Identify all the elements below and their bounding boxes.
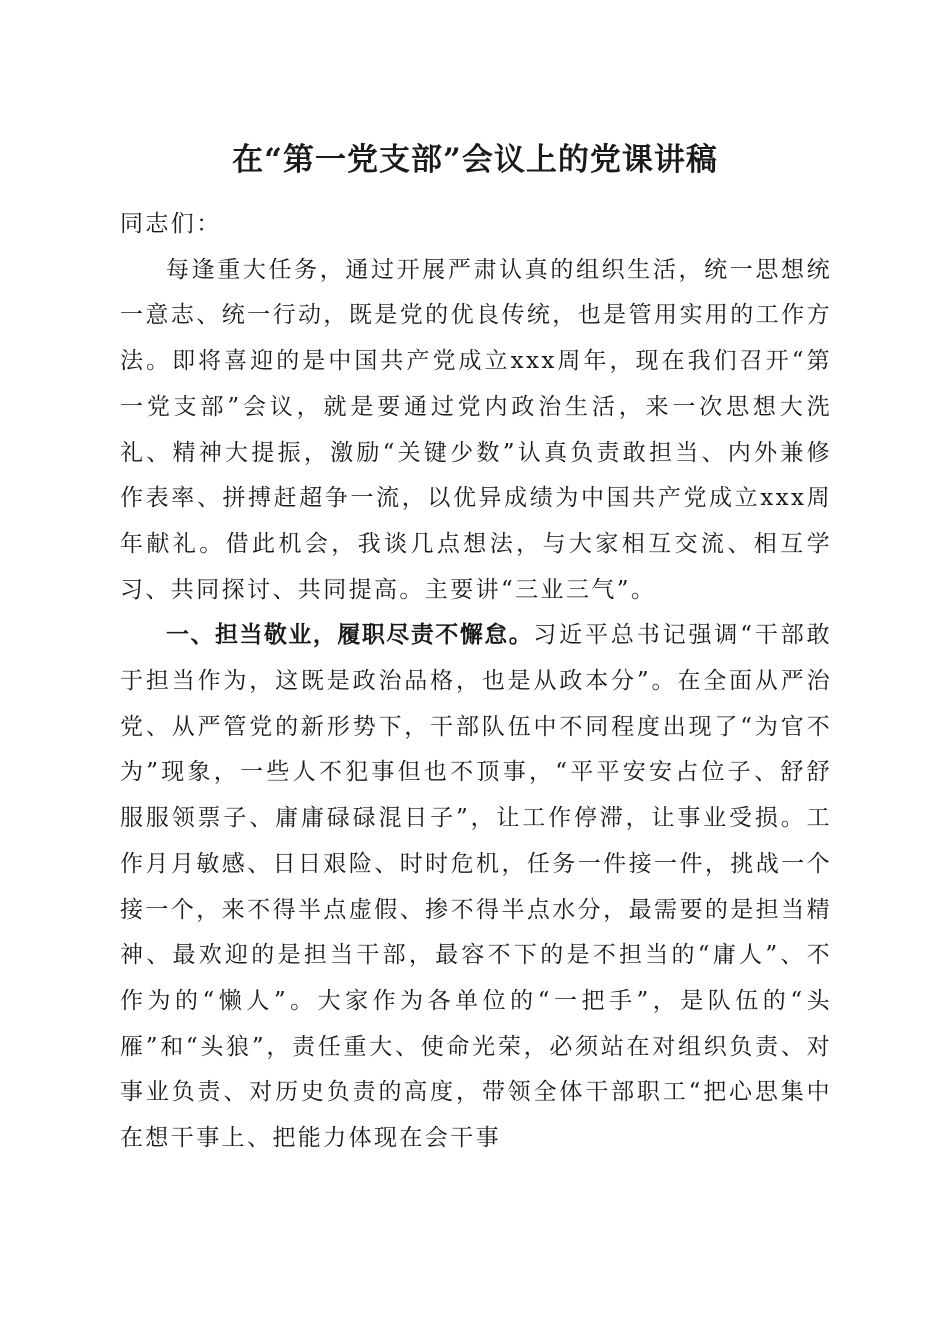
salutation: 同志们： <box>120 211 222 237</box>
section-1-text: 习近平总书记强调“干部敢于担当作为，这既是政治品格，也是从政本分”。在全面从严治党、从严管党的新形势下，干部队伍中不同程度出现了“为官不为”现象，一些人不犯事但也不顶事，“平平安安占位子、舒舒服服领票子、庸庸碌碌混日子”，让工作停滞，让事业受损。工作月月敏感、日日艰险、时时危机，任务一件接一件，挑战一个接一个，来不得半点虚假、掺不得半点水分，最需要的是担当精神、最欢迎的是担当干部，最容不下的是不担当的“庸人”、不作为的“懒人”。大家作为各单位的“一把手”，是队伍的“头雁”和“头狼”，责任重大、使命光荣，必须站在对组织负责、对事业负责、对历史负责的高度，带领全体干部职工“把心思集中在想干事上、把能力体现在会干事 <box>120 622 833 1152</box>
document-title: 在“第一党支部”会议上的党课讲稿 <box>232 142 718 178</box>
intro-paragraph: 每逢重大任务，通过开展严肃认真的组织生活，统一思想统一意志、统一行动，既是党的优良传统，也是管用实用的工作方法。即将喜迎的是中国共产党成立xxx周年，现在我们召开“第一党支部”会议，就是要通过党内政治生活，来一次思想大洗礼、精神大提振，激励“关键少数”认真负责敢担当、内外兼修作表率、拼搏赶超争一流，以优异成绩为中国共产党成立xxx周年献礼。借此机会，我谈几点想法，与大家相互交流、相互学习、共同探讨、共同提高。主要讲“三业三气”。 <box>120 256 832 603</box>
section-1-heading: 一、担当敬业，履职尽责不懈怠。 <box>166 622 534 649</box>
document-body <box>120 202 832 1162</box>
section-1-paragraph <box>120 613 832 1161</box>
